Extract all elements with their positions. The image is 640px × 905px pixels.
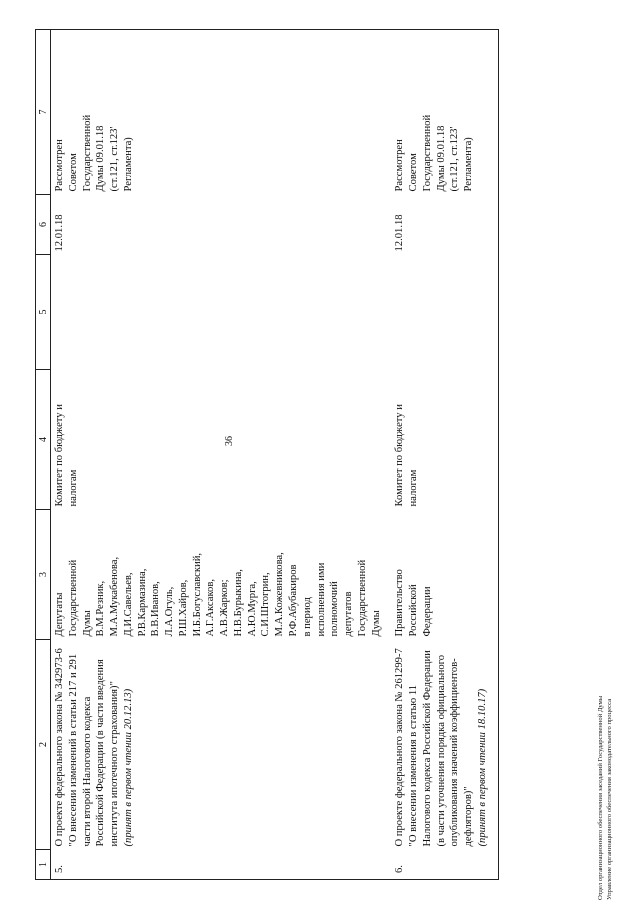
col-header-3: 3: [36, 510, 51, 640]
date-cell: 12.01.18: [394, 214, 406, 252]
bill-cell: [391, 640, 498, 850]
status-line: (ст.121, ст.123': [109, 126, 121, 192]
row-number: 6.: [391, 850, 498, 880]
author-line: А.Ю.Мурга,: [246, 581, 258, 637]
author-line: Федерации: [421, 586, 433, 637]
author-line: Правительство: [394, 569, 406, 637]
committee-cell: Комитет по бюджету и налогам: [54, 404, 79, 507]
bill-cell: [51, 640, 392, 850]
status-line: Думы 09.01.18: [435, 125, 447, 192]
status-line: Советом: [408, 153, 420, 192]
author-line: В.М.Резник,: [95, 580, 107, 637]
committee-cell: Комитет по бюджету и налогам: [394, 404, 420, 507]
status-line: (ст.121, ст.123': [449, 126, 461, 192]
author-line: полномочий: [329, 581, 341, 637]
bill-title: О проекте федерального закона № 342973-6 "О внесении изменений в статьи 217 и 291 части второй Налогового кодекса Российской Федерации (в части введения института ипотечного страхования)": [54, 648, 121, 847]
authors-cell: [51, 510, 392, 640]
col-header-7: 7: [36, 30, 51, 195]
footer-line-1: Отдел организационного обеспечения заседаний Государственной Думы: [597, 695, 604, 900]
status-line: Рассмотрен: [394, 139, 406, 192]
author-line: Российской: [408, 584, 420, 637]
row-number: 5.: [51, 850, 392, 880]
col-header-5: 5: [36, 255, 51, 370]
rotated-page-content: [35, 30, 605, 880]
footer: [597, 600, 615, 900]
status-cell: [391, 30, 498, 195]
status-line: Думы 09.01.18: [95, 125, 107, 192]
status-line: Государственной: [81, 114, 93, 192]
author-line: Н.В.Бурыкина,: [232, 569, 244, 637]
author-line: Р.Ф.Абубакиров: [288, 564, 300, 637]
bill-reading-note: (принят в первом чтении 18.10.17): [476, 688, 488, 847]
author-line: Депутаты: [54, 592, 65, 637]
table-bottom-border: [498, 30, 499, 880]
author-line: М.А.Мукабенова,: [109, 556, 121, 637]
table-row: [51, 30, 392, 880]
author-line: исполнения ими: [315, 562, 327, 637]
status-line: Рассмотрен: [54, 139, 65, 192]
author-line: А.В.Жарков;: [219, 579, 231, 637]
author-line: А.Г.Аксаков,: [205, 579, 217, 637]
author-line: Р.В.Кармазина,: [136, 568, 148, 637]
col-header-4: 4: [36, 370, 51, 510]
bills-table: [35, 29, 499, 880]
col-header-2: 2: [36, 640, 51, 850]
author-line: Думы: [370, 610, 382, 637]
status-line: Регламента): [463, 137, 475, 192]
author-line: депутатов: [343, 591, 355, 637]
status-line: Государственной: [421, 114, 433, 192]
col-header-1: 1: [36, 850, 51, 880]
author-line: И.Б.Богуславский,: [191, 552, 203, 637]
status-cell: [51, 30, 392, 195]
author-line: С.И.Штогрин,: [260, 572, 272, 637]
date-cell: 12.01.18: [54, 214, 65, 252]
col5-cell: [51, 255, 392, 370]
author-line: в период: [301, 597, 313, 637]
author-line: Думы: [81, 610, 93, 637]
header-row: [36, 30, 51, 880]
table-row: [391, 30, 498, 880]
author-line: Л.А.Огуль,: [164, 586, 176, 637]
page-number: 36: [224, 436, 235, 446]
col-header-6: 6: [36, 195, 51, 255]
author-line: Р.Ш.Хайров,: [177, 579, 189, 637]
status-line: Советом: [67, 153, 79, 192]
author-line: М.А.Кожевникова,: [274, 552, 286, 637]
author-line: Государственной: [356, 559, 368, 637]
author-line: Государственной: [67, 559, 79, 637]
bill-title: О проекте федерального закона № 261299-7 "О внесении изменения в статью 11 Налогового кодекса Российской Федерации (в части уточнения порядка официального опубликования значений коэффициентов-дефляторов)": [394, 648, 475, 847]
author-line: Д.И.Савельев,: [122, 572, 134, 637]
status-line: Регламента): [122, 137, 134, 192]
authors-cell: [391, 510, 498, 640]
table-bottom-edge: [498, 30, 499, 880]
col5-cell: [391, 255, 498, 370]
footer-line-2: Управление организационного обеспечения законодательного процесса: [605, 698, 613, 900]
author-line: В.В.Иванов,: [150, 581, 162, 637]
bill-reading-note: (принят в первом чтении 20.12.13): [122, 688, 134, 847]
